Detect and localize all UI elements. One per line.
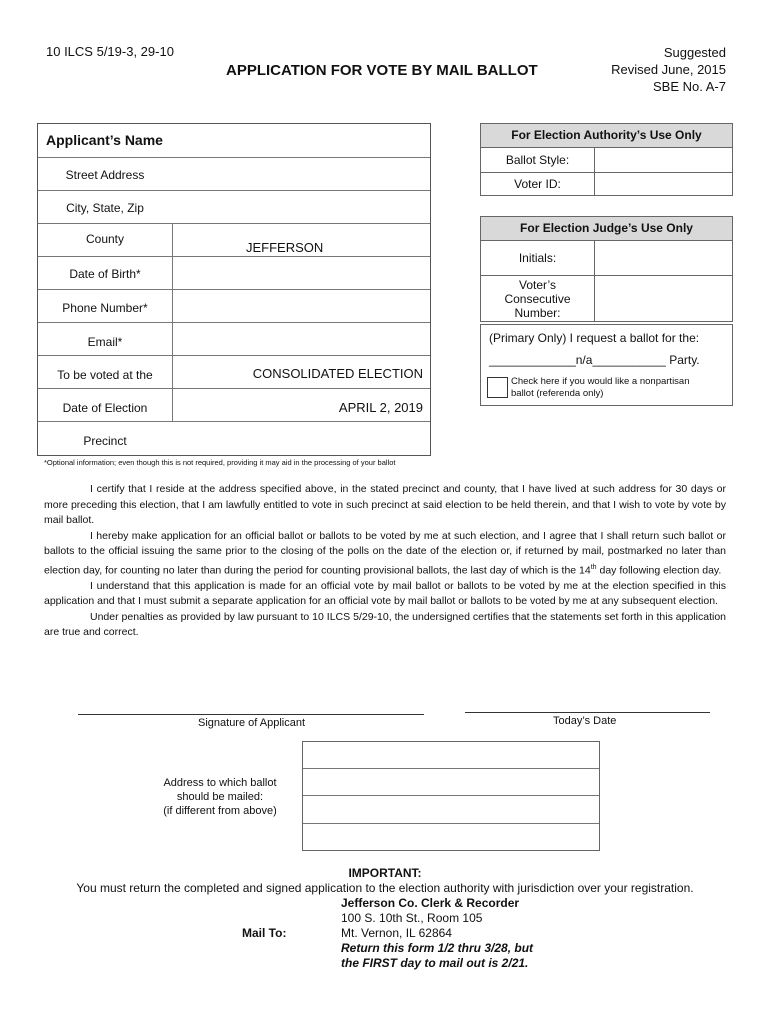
mail-to-label: Mail To: [242,926,287,940]
applicant-table [37,123,431,456]
signature-line[interactable] [78,714,424,715]
party-line[interactable]: _____________n/a___________ Party. [489,353,700,367]
nonpartisan-label [511,376,690,400]
dob-label: Date of Birth* [69,267,141,281]
initials-field[interactable] [595,241,732,275]
statute-reference: 10 ILCS 5/19-3, 29-10 [46,44,174,59]
certification-paragraph [44,482,726,641]
election-date-row[interactable] [38,388,430,421]
ballot-style-field[interactable] [595,148,732,172]
nonpartisan-checkbox[interactable] [487,377,508,398]
consecutive-text: Consecutive [504,292,571,306]
city-state-zip-row[interactable] [38,190,430,223]
consecutive-number-field[interactable] [595,276,732,322]
mailing-address-line[interactable] [303,742,599,769]
judge-heading: For Election Judge’s Use Only [481,217,732,241]
form-info [611,44,726,95]
voter-id-label: Voter ID: [514,177,561,191]
voter-id-field[interactable] [595,173,732,196]
phone-row[interactable] [38,289,430,322]
voters-text: Voter’s [519,278,556,292]
election-date-value: APRIL 2, 2019 [338,400,423,415]
election-date-label: Date of Election [62,401,148,415]
primary-box [480,324,733,406]
certify-text: I certify that I reside at the address specified above, in the stated precinct and county, that I have lived at such address for 30 days or more preceding this election, that I am lawfully entitled to vote in such precinct at said election to be held therein, and that I wish to vote by vote by mail ballot. [44,483,726,526]
voted-at-label: To be voted at the [57,368,153,382]
mailing-address-line[interactable] [303,824,599,851]
phone-label: Phone Number* [62,301,148,315]
suggested-label: Suggested [663,45,726,60]
date-line[interactable] [465,712,710,713]
voted-at-value: CONSOLIDATED ELECTION [252,366,423,381]
mailing-address-box [302,741,600,851]
email-label: Email* [87,335,123,349]
revised-date: Revised June, 2015 [611,62,726,77]
penalties-text: Under penalties as provided by law pursuant to 10 ILCS 5/29-10, the undersigned certifies that the statements set forth in this application are true and correct. [44,610,726,638]
application-text-end: day following election day. [596,564,722,576]
application-text: I hereby make application for an official ballot or ballots to be voted by me at such election, and I agree that I shall return such ballot or ballots to the official issuing the same prior to the closing of the polls on the date of the election or, if returned by mail, postmarked no later than election day, for counting no later than during the period for counting provisional ballots, the last day of which is the 14 [44,529,726,576]
return-notice: You must return the completed and signed application to the election authority with jurisdiction over your registration. [76,881,694,895]
todays-date-label: Today’s Date [553,715,617,727]
precinct-row[interactable] [38,421,430,457]
number-text: Number: [514,306,561,320]
email-row[interactable] [38,322,430,355]
form-number: SBE No. A-7 [653,79,726,94]
street-address-row[interactable] [38,157,430,190]
mail-to-address [341,896,533,971]
precinct-label: Precinct [83,434,127,448]
mailing-line2: should be mailed: [176,791,264,803]
return-window-note: Return this form 1/2 thru 3/28, but [341,941,534,955]
important-heading: IMPORTANT: [348,866,422,880]
optional-footnote: *Optional information; even though this is not required, providing it may aid in the processing of your ballot [44,458,396,467]
applicant-name-label: Applicant’s Name [46,132,163,148]
office-street: 100 S. 10th St., Room 105 [341,911,483,925]
ballot-style-label: Ballot Style: [505,153,570,167]
mailing-address-label [160,776,280,818]
street-address-label: Street Address [65,168,145,182]
nonpartisan-line2: ballot (referenda only) [511,388,604,399]
page-title: APPLICATION FOR VOTE BY MAIL BALLOT [226,62,538,79]
signature-label: Signature of Applicant [198,717,306,729]
county-value: JEFFERSON [246,240,324,255]
county-label: County [85,232,125,246]
voted-at-row[interactable] [38,355,430,388]
first-mail-note: the FIRST day to mail out is 2/21. [341,956,529,970]
authority-heading: For Election Authority’s Use Only [481,124,732,148]
consecutive-number-label [481,278,594,320]
understand-text: I understand that this application is made for an official vote by mail ballot or ballots to be voted by me at the election specified in this application and that I must submit a separate application for an official vote by mail ballot or ballots to be voted by me at any subsequent election. [44,579,726,607]
nonpartisan-line1: Check here if you would like a nonpartisan [511,376,690,387]
applicant-name-row[interactable] [38,124,430,157]
office-name: Jefferson Co. Clerk & Recorder [341,896,520,910]
dob-row[interactable] [38,256,430,289]
county-row[interactable] [38,223,430,256]
initials-label: Initials: [518,251,557,265]
mailing-line1: Address to which ballot [163,777,277,789]
mailing-address-line[interactable] [303,796,599,824]
city-state-zip-label: City, State, Zip [66,201,144,215]
ordinal-suffix: th [590,563,597,571]
primary-request-text: (Primary Only) I request a ballot for the: [489,331,700,345]
mailing-line3: (if different from above) [163,805,277,817]
authority-box [480,123,733,196]
office-city: Mt. Vernon, IL 62864 [341,926,452,940]
mailing-address-line[interactable] [303,769,599,796]
judge-box [480,216,733,322]
